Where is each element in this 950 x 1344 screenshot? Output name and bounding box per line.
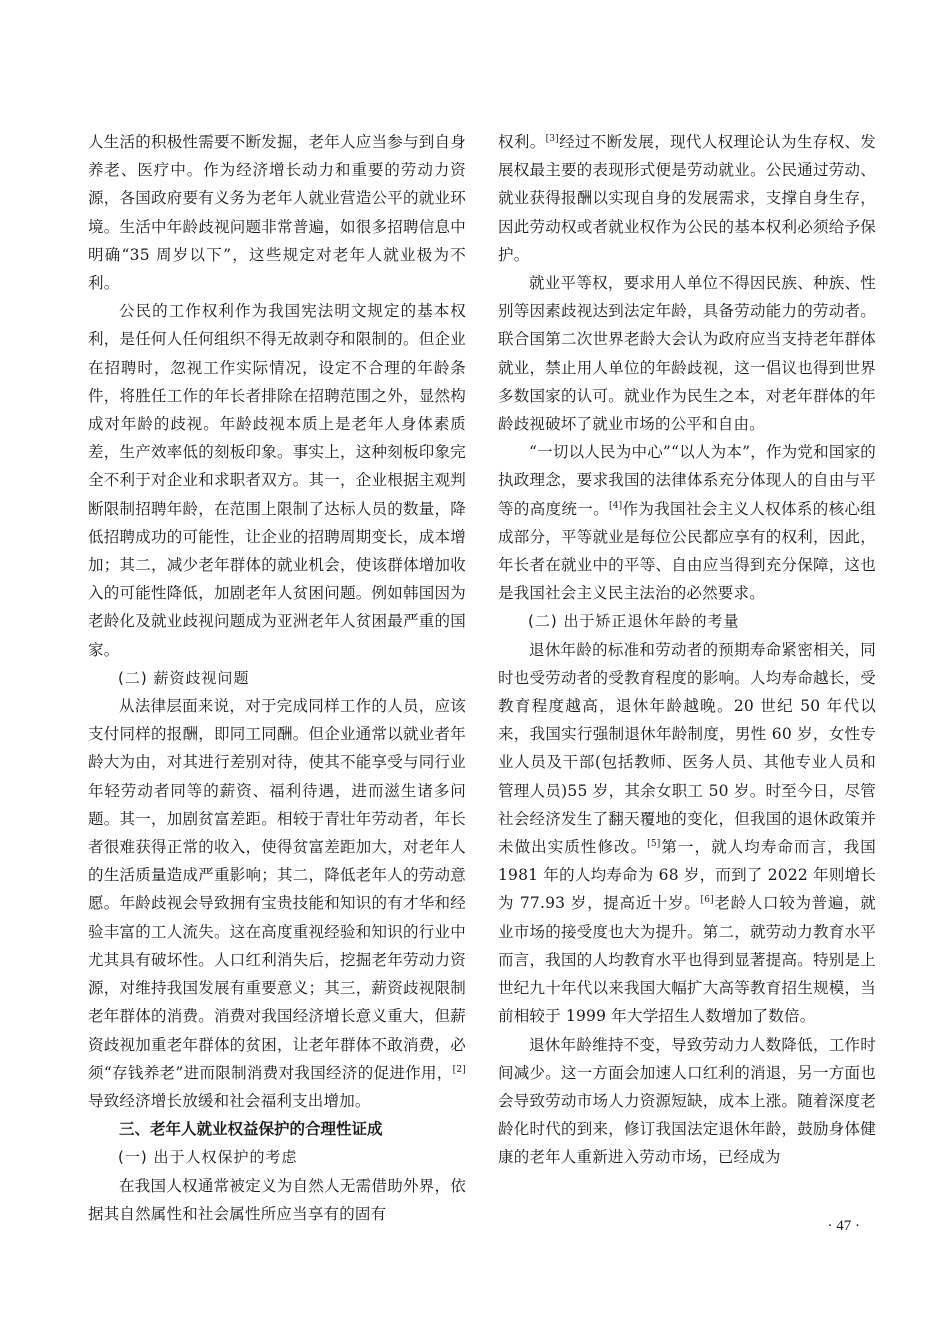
paragraph: 人生活的积极性需要不断发掘，老年人应当参与到自身养老、医疗中。作为经济增长动力和重要的劳动力资源，各国政府要有义务为老年人就业营造公平的就业环境。生活中年龄歧视问题非常普遍，如很多招聘信息中明确“35 周岁以下”，这些规定对老年人就业极为不利。 (88, 133, 466, 293)
citation: [4] (608, 500, 623, 511)
citation: [2] (452, 1064, 466, 1075)
paragraph: 退休年龄的标准和劳动者的预期寿命紧密相关，同时也受劳动者的受教育程度的影响。人均寿命越长，受教育程度越高，退休年龄越晚。20 世纪 50 年代以来，我国实行强制退休年龄制度，男性 60 岁，女性专业人员及干部(包括教师、医务人员、其他专业人员和管理人员)55 岁，其余女职工 50 岁。时至今日，尽管社会经济发生了翻天覆地的变化，但我国的退休政策并未做出实质性修改。[5]第一，就人均寿命而言，我国 1981 年的人均寿命为 68 岁，而到了 2022 年则增长为 77.93 岁，提高近十岁。[6]老龄人口较为普遍，就业市场的接受度也大为提升。第二，就劳动力教育水平而言，我国的人均教育水平也得到显著提高。特别是上世纪九十年代以来我国大幅扩大高等教育招生规模，当前相较于 1999 年大学招生人数增加了数倍。 (498, 640, 876, 1026)
left-column (88, 128, 466, 1228)
paragraph: 从法律层面来说，对于完成同样工作的人员，应该支付同样的报酬，即同工同酬。但企业通常以就业者年龄大为由，对其进行差别对待，使其不能享受与同行业年轻劳动者同等的薪资、福利待遇，进而滋生诸多问题。其一，加剧贫富差距。相较于青壮年劳动者，年长者很难获得正常的收入，使得贫富差距加大，对老年人的生活质量造成严重影响；其二，降低老年人的劳动意愿。年龄歧视会导致拥有宝贵技能和知识的有才华和经验丰富的工人流失。这在高度重视经验和知识的行业中尤其具有破坏性。人口红利消失后，挖掘老年劳动力资源，对维持我国发展有重要意义；其三，薪资歧视限制老年群体的消费。消费对我国经济增长意义重大，但薪资歧视加重老年群体的贫困，让老年群体不敢消费，必须“存钱养老”进而限制消费对我国经济的促进作用，[2]导致经济增长放缓和社会福利支出增加。 (88, 697, 466, 1110)
paragraph: “一切以人民为中心”“以人为本”，作为党和国家的执政理念，要求我国的法律体系充分体现人的自由与平等的高度统一。[4]作为我国社会主义人权体系的核心组成部分，平等就业是每位公民都应享有的权利，因此，年长者在就业中的平等、自由应当得到充分保障，这也是我国社会主义民主法治的必然要求。 (498, 443, 877, 603)
citation: [6] (700, 895, 714, 906)
paragraph: 权利。[3]经过不断发展，现代人权理论认为生存权、发展权最主要的表现形式便是劳动就业。公民通过劳动、就业获得报酬以实现自身的发展需求，支撑自身生存，因此劳动权或者就业权作为公民的基本权利必须给予保护。 (498, 133, 876, 264)
subsection-heading: (二) 出于矫正退休年龄的考量 (528, 612, 740, 631)
citation: [3] (545, 133, 559, 144)
page-number: · 47 · (827, 1218, 860, 1234)
section-heading: 三、老年人就业权益保护的合理性证成 (119, 1120, 383, 1139)
right-column (498, 128, 876, 1172)
paragraph: 公民的工作权利作为我国宪法明文规定的基本权利，是任何人任何组织不得无故剥夺和限制的。但企业在招聘时，忽视工作实际情况，设定不合理的年龄条件，将胜任工作的年长者排除在招聘范围之外，显然构成对年龄的歧视。年龄歧视本质上是老年人身体素质差，生产效率低的刻板印象。事实上，这种刻板印象完全不利于对企业和求职者双方。其一，企业根据主观判断限制招聘年龄，在范围上限制了达标人员的数量，降低招聘成功的可能性，让企业的招聘周期变长，成本增加；其二，减少老年群体的就业机会，使该群体增加收入的可能性降低，加剧老年人贫困问题。例如韩国因为老龄化及就业歧视问题成为亚洲老年人贫困最严重的国家。 (88, 302, 466, 659)
paragraph: 在我国人权通常被定义为自然人无需借助外界，依据其自然属性和社会属性所应当享有的固有 (88, 1176, 466, 1223)
paragraph: 就业平等权，要求用人单位不得因民族、种族、性别等因素歧视达到法定年龄，具备劳动能力的劳动者。联合国第二次世界老龄大会认为政府应当支持老年群体就业，禁止用人单位的年龄歧视，这一倡议也得到世界多数国家的认可。就业作为民生之本，对老年群体的年龄歧视破坏了就业市场的公平和自由。 (498, 274, 876, 434)
paragraph: 退休年龄维持不变，导致劳动力人数降低，工作时间减少。这一方面会加速人口红利的消退，另一方面也会导致劳动市场人力资源短缺，成本上涨。随着深度老龄化时代的到来，修订我国法定退休年龄，鼓励身体健康的老年人重新进入劳动市场，已经成为 (498, 1035, 876, 1167)
citation: [5] (647, 838, 661, 849)
subsection-heading: (二) 薪资歧视问题 (118, 668, 250, 687)
subsection-heading: (一) 出于人权保护的考虑 (118, 1148, 298, 1167)
